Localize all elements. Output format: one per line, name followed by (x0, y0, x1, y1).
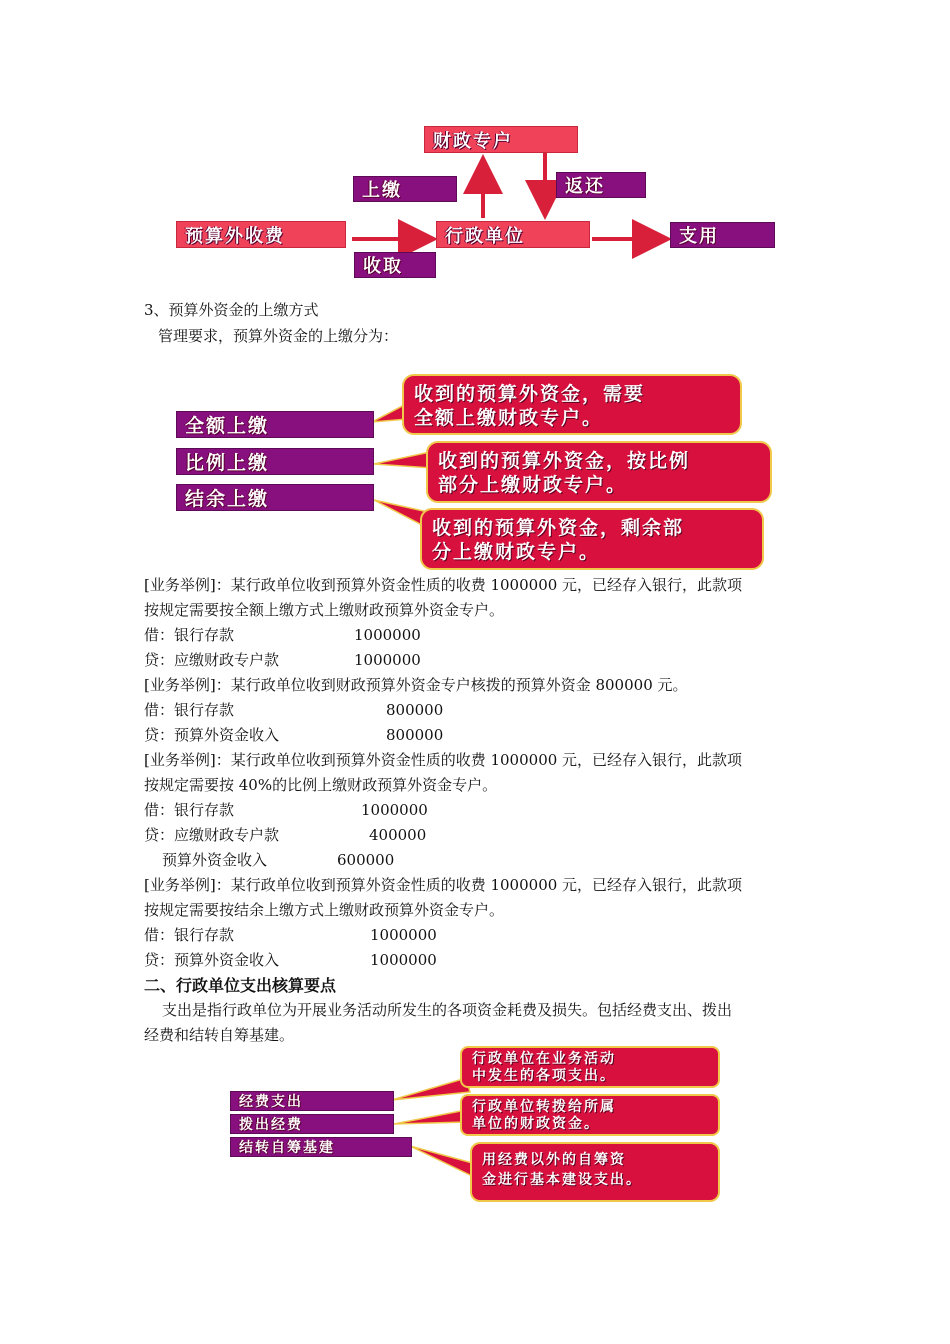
callout-bili (426, 441, 772, 503)
ex1-credit-amount: 1000000 (354, 651, 421, 669)
callout-jiezhuan-zichou (470, 1142, 720, 1202)
section2-para-line2: 经费和结转自筹基建。 (144, 1026, 295, 1044)
ex4-line2: 按规定需要按结余上缴方式上缴财政预算外资金专户。 (144, 901, 505, 919)
ex2-credit-amount: 800000 (386, 726, 444, 744)
callout-quan-e-line2: 全额上缴财政专户。 (414, 407, 604, 429)
label-jiezhuan-zichou: 结转自筹基建 (230, 1137, 412, 1157)
ex1-debit-amount: 1000000 (354, 626, 421, 644)
box-fanhuan: 返还 (556, 172, 646, 198)
box-shouqu: 收取 (354, 252, 436, 278)
ex1-debit-label: 借：银行存款 (144, 626, 235, 644)
ex4-credit-label: 贷：预算外资金收入 (144, 951, 280, 969)
callout-bochu-jingfei-line2: 单位的财政资金。 (472, 1116, 600, 1132)
ex1-credit-label: 贷：应缴财政专户款 (144, 651, 280, 669)
callout-bili-line1: 收到的预算外资金，按比例 (438, 450, 691, 472)
ex2-debit-amount: 800000 (386, 701, 444, 719)
section2-para-line1: 支出是指行政单位为开展业务活动所发生的各项资金耗费及损失。包括经费支出、拨出 (162, 1001, 733, 1019)
ex1-line2: 按规定需要按全额上缴方式上缴财政预算外资金专户。 (144, 601, 505, 619)
ex3-credit-label: 贷：应缴财政专户款 (144, 826, 280, 844)
ex4-credit-amount: 1000000 (370, 951, 437, 969)
ex2-line1: [业务举例]：某行政单位收到财政预算外资金专户核拨的预算外资金 800000 元。 (144, 676, 688, 694)
callout-jieyu (420, 508, 764, 570)
ex3-line2: 按规定需要按 40%的比例上缴财政预算外资金专户。 (144, 776, 498, 794)
label-quan-e: 全额上缴 (176, 411, 374, 438)
section3-intro: 管理要求，预算外资金的上缴分为： (158, 327, 399, 345)
box-zhiyong: 支用 (670, 222, 775, 248)
callout-jieyu-line2: 分上缴财政专户。 (432, 541, 601, 563)
box-yusuanwai-shoufei: 预算外收费 (176, 221, 346, 248)
callout-jingfei-zhichu-line1: 行政单位在业务活动 (472, 1051, 616, 1067)
label-jingfei-zhichu: 经费支出 (230, 1091, 394, 1111)
box-caizheng-zhuanhu: 财政专户 (424, 126, 578, 153)
ex3-debit-amount: 1000000 (361, 801, 428, 819)
label-bochu-jingfei: 拨出经费 (230, 1114, 394, 1134)
ex2-debit-label: 借：银行存款 (144, 701, 235, 719)
box-shangjiao: 上缴 (353, 176, 457, 202)
ex4-line1: [业务举例]：某行政单位收到预算外资金性质的收费 1000000 元，已经存入银行，此款项 (144, 876, 743, 894)
callout-bochu-jingfei (460, 1094, 720, 1136)
ex3-credit2-amount: 600000 (337, 851, 395, 869)
ex3-line1: [业务举例]：某行政单位收到预算外资金性质的收费 1000000 元，已经存入银行，此款项 (144, 751, 743, 769)
callout-jingfei-zhichu (460, 1046, 720, 1088)
ex4-debit-amount: 1000000 (370, 926, 437, 944)
ex3-debit-label: 借：银行存款 (144, 801, 235, 819)
ex2-credit-label: 贷：预算外资金收入 (144, 726, 280, 744)
callout-bili-line2: 部分上缴财政专户。 (438, 474, 628, 496)
callout-jiezhuan-zichou-line1: 用经费以外的自筹资 (482, 1152, 626, 1168)
label-bili: 比例上缴 (176, 448, 374, 475)
ex4-debit-label: 借：银行存款 (144, 926, 235, 944)
box-xingzheng-danwei: 行政单位 (436, 221, 590, 248)
callout-jieyu-line1: 收到的预算外资金，剩余部 (432, 517, 685, 539)
label-jieyu: 结余上缴 (176, 484, 374, 511)
ex3-credit2-label: 预算外资金收入 (162, 851, 268, 869)
ex3-credit-amount: 400000 (369, 826, 427, 844)
callout-quan-e-line1: 收到的预算外资金，需要 (414, 383, 646, 405)
section3-title: 3、预算外资金的上缴方式 (144, 301, 319, 319)
section2-heading: 二、行政单位支出核算要点 (144, 976, 337, 995)
ex1-line1: [业务举例]：某行政单位收到预算外资金性质的收费 1000000 元，已经存入银行，此款项 (144, 576, 743, 594)
callout-jingfei-zhichu-line2: 中发生的各项支出。 (472, 1068, 616, 1084)
callout-quan-e (402, 374, 742, 435)
callout-jiezhuan-zichou-line2: 金进行基本建设支出。 (482, 1172, 642, 1188)
callout-bochu-jingfei-line1: 行政单位转拨给所属 (472, 1099, 616, 1115)
